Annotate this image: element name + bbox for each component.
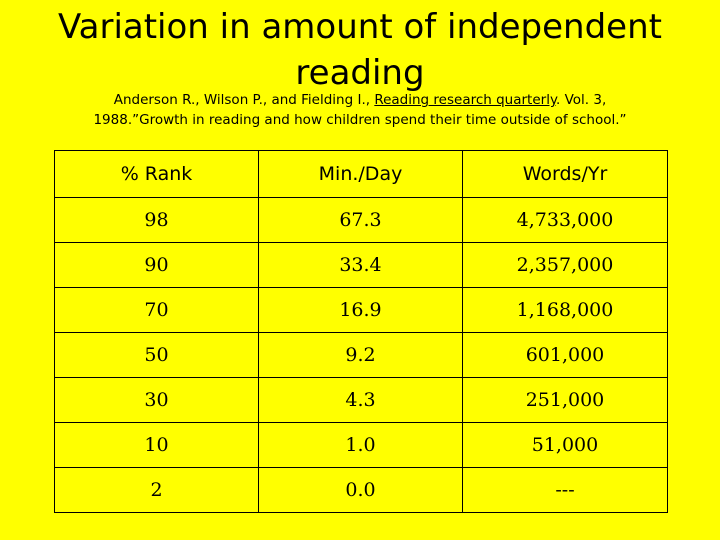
cell-rank: 30	[55, 378, 259, 423]
cell-min-per-day: 4.3	[259, 378, 463, 423]
table-row	[55, 468, 668, 513]
table-row	[55, 288, 668, 333]
citation-description: 1988.”Growth in reading and how children spend their time outside of school.”	[93, 112, 627, 128]
table-row	[55, 333, 668, 378]
cell-words-per-year: 251,000	[463, 378, 668, 423]
table-row	[55, 243, 668, 288]
cell-min-per-day: 1.0	[259, 423, 463, 468]
cell-rank: 50	[55, 333, 259, 378]
cell-min-per-day: 33.4	[259, 243, 463, 288]
citation-authors: Anderson R., Wilson P., and Fielding I.,	[113, 92, 375, 108]
header-min-per-day: Min./Day	[259, 151, 463, 198]
cell-rank: 2	[55, 468, 259, 513]
slide-title: Variation in amount of independent reading	[58, 7, 662, 93]
cell-min-per-day: 9.2	[259, 333, 463, 378]
table-row	[55, 378, 668, 423]
cell-rank: 10	[55, 423, 259, 468]
citation	[40, 90, 680, 130]
cell-words-per-year: 601,000	[463, 333, 668, 378]
cell-rank: 98	[55, 198, 259, 243]
cell-words-per-year: ---	[463, 468, 668, 513]
table-header-row	[55, 151, 668, 198]
cell-rank: 90	[55, 243, 259, 288]
table-row	[55, 423, 668, 468]
cell-words-per-year: 4,733,000	[463, 198, 668, 243]
citation-volume: . Vol. 3,	[556, 92, 607, 108]
citation-journal: Reading research quarterly	[374, 92, 557, 108]
reading-data-table	[54, 150, 668, 513]
cell-min-per-day: 0.0	[259, 468, 463, 513]
cell-min-per-day: 67.3	[259, 198, 463, 243]
header-rank: % Rank	[55, 151, 259, 198]
cell-rank: 70	[55, 288, 259, 333]
cell-words-per-year: 1,168,000	[463, 288, 668, 333]
cell-words-per-year: 2,357,000	[463, 243, 668, 288]
cell-min-per-day: 16.9	[259, 288, 463, 333]
table-row	[55, 198, 668, 243]
cell-words-per-year: 51,000	[463, 423, 668, 468]
header-words-per-year: Words/Yr	[463, 151, 668, 198]
